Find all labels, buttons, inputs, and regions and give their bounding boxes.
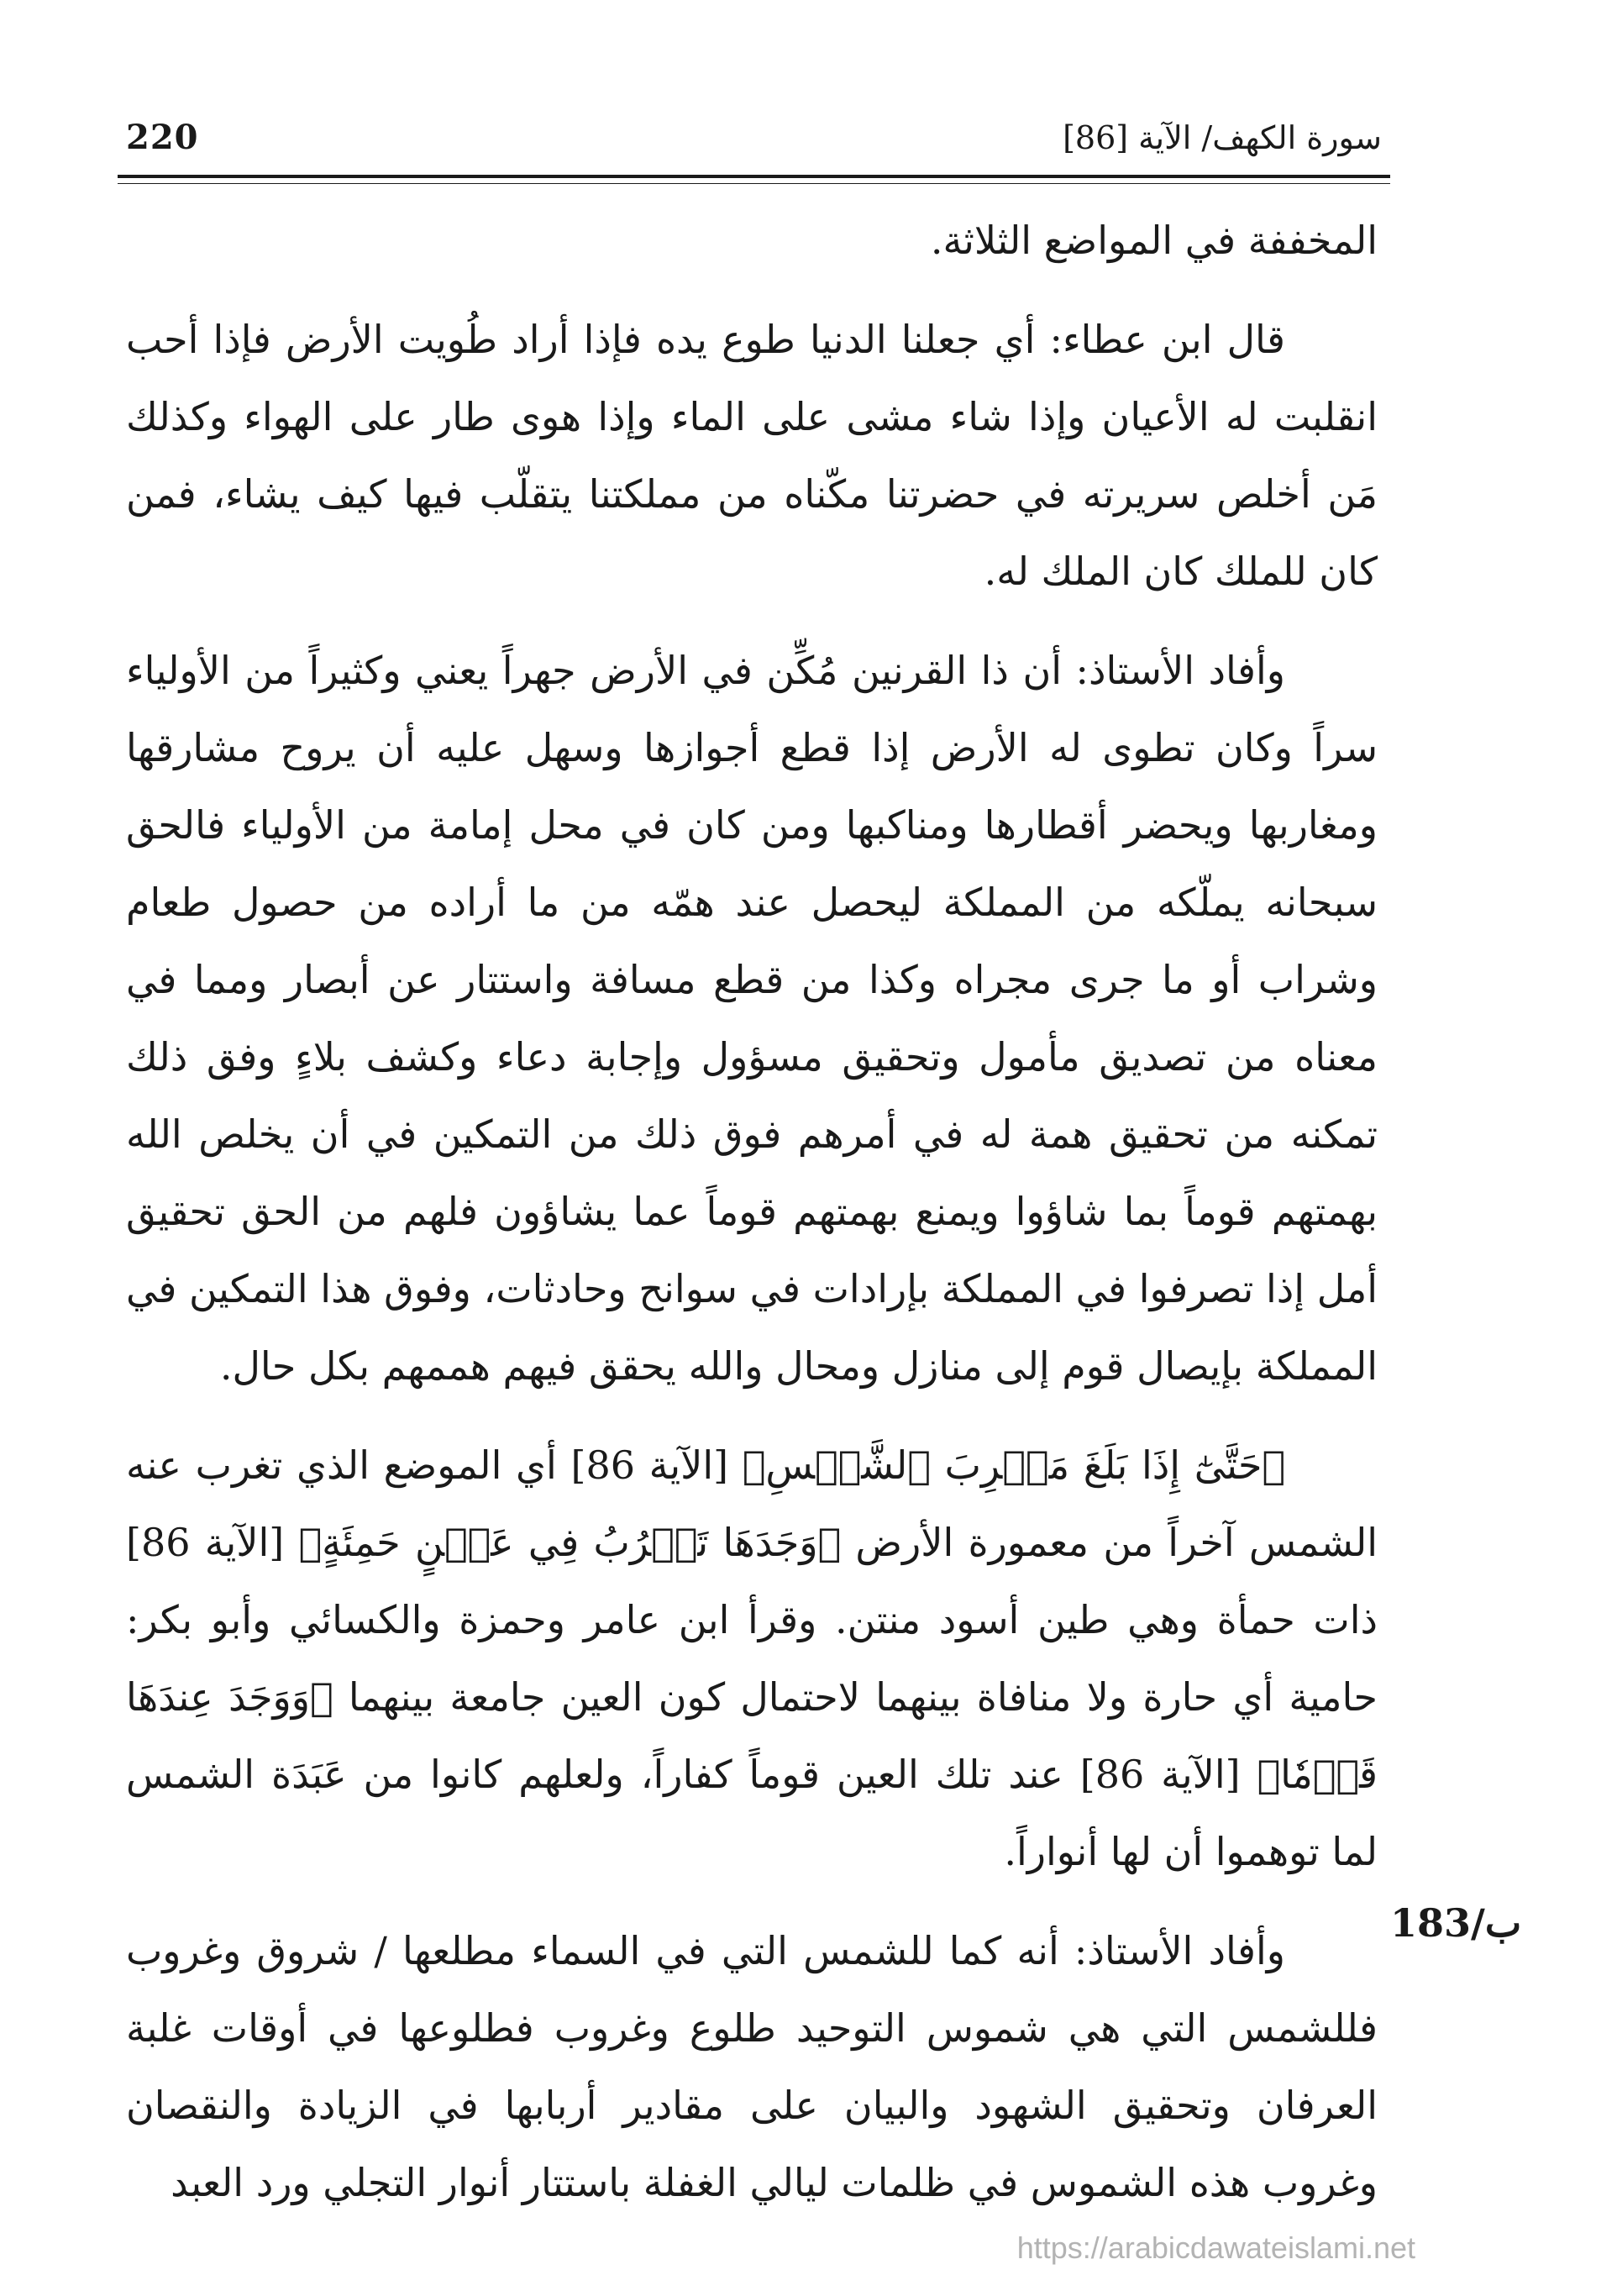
- watermark-url: https://arabicdawateislami.net: [1016, 2230, 1415, 2265]
- page-number: 220: [126, 118, 199, 157]
- paragraph-3: وأفاد الأستاذ: أن ذا القرنين مُكِّن في الأرض جهراً يعني وكثيراً من الأولياء سراً وكان تطوى له الأرض إذا قطع أجوازها وسهل عليه أن يروح مشارقها ومغاربها ويحضر أقطارها ومناكبها ومن كان في محل إمامة من الأولياء فالحق سبحانه يملّكه من المملكة ليحصل عند همّه من ما أراده من حصول طعام وشراب أو ما جرى مجراه وكذا من قطع مسافة واستتار عن أبصار ومما في معناه من تصديق مأمول وتحقيق مسؤول وإجابة دعاء وكشف بلاءٍ وفق ذلك تمكنه من تحقيق همة له في أمرهم فوق ذلك من التمكين في أن يخلص الله بهمتهم قوماً بما شاؤوا ويمنع بهمتهم قوماً عما يشاؤون فلهم من الحق تحقيق أمل إذا تصرفوا في المملكة بإرادات في سوانح وحادثات، وفوق هذا التمكين في المملكة بإيصال قوم إلى منازل ومحال والله يحقق فيهم هممهم بكل حال.: [126, 648, 1378, 1389]
- running-title: سورة الكهف/ الآية [86]: [1063, 119, 1382, 156]
- paragraph-1: المخففة في المواضع الثلاثة.: [930, 218, 1378, 263]
- paragraph-4: ﴿حَتَّىٰٓ إِذَا بَلَغَ مَغۡرِبَ ٱلشَّمۡسِ﴾ [الآية 86] أي الموضع الذي تغرب عنه الشمس آخراً من معمورة الأرض ﴿وَجَدَهَا تَغۡرُبُ فِي عَيۡنٍ حَمِئَةٍ﴾ [الآية 86] ذات حمأة وهي طين أسود منتن. وقرأ ابن عامر وحمزة والكسائي وأبو بكر: حامية أي حارة ولا منافاة بينهما لاحتمال كون العين جامعة بينهما ﴿وَوَجَدَ عِندَهَا قَوۡمٗا﴾ [الآية 86] عند تلك العين قوماً كفاراً، ولعلهم كانوا من عَبَدَة الشمس لما توهموا أن لها أنواراً.: [126, 1442, 1378, 1874]
- header-rule-thick: [118, 175, 1390, 178]
- header-rule-thin: [118, 183, 1390, 184]
- page-body: [126, 202, 1378, 2243]
- manuscript-folio-note: 183/ب: [1390, 1900, 1522, 1946]
- paragraph-2: قال ابن عطاء: أي جعلنا الدنيا طوع يده فإذا أراد طُويت الأرض فإذا أحب انقلبت له الأعيان وإذا شاء مشى على الماء وإذا هوى طار على الهواء وكذلك مَن أخلص سريرته في حضرتنا مكّناه من مملكتنا يتقلّب فيها كيف يشاء، فمن كان للملك كان الملك له.: [126, 317, 1378, 594]
- paragraph-5: وأفاد الأستاذ: أنه كما للشمس التي في السماء مطلعها / شروق وغروب فللشمس التي هي شموس التوحيد طلوع وغروب فطلوعها في أوقات غلبة العرفان وتحقيق الشهود والبيان على مقادير أربابها في الزيادة والنقصان وغروب هذه الشموس في ظلمات ليالي الغفلة باستتار أنوار التجلي ورد العبد: [126, 1928, 1378, 2205]
- page-header: [126, 118, 1382, 168]
